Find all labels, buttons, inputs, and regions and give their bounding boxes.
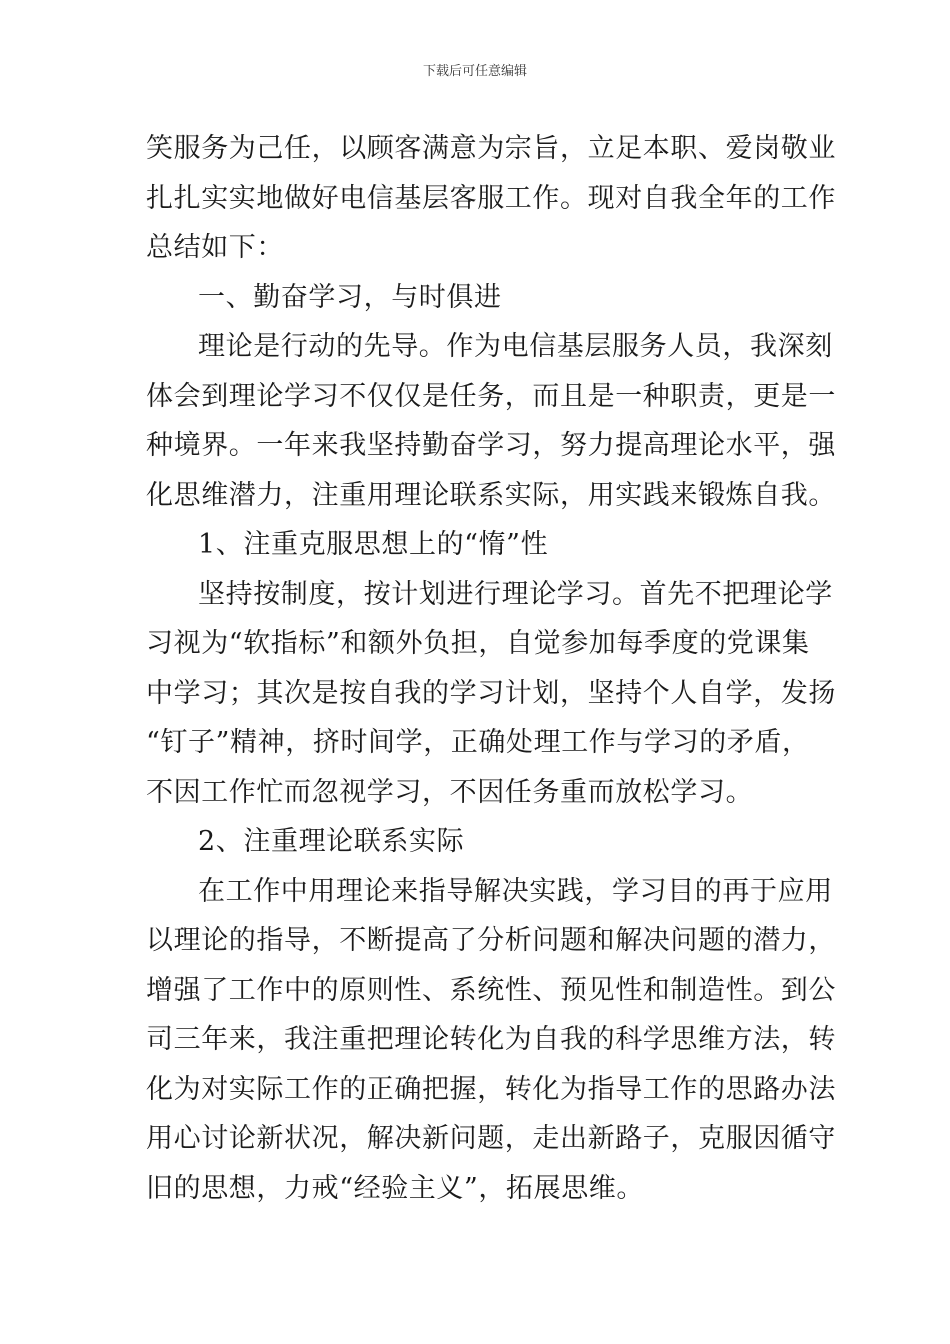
body-line: 习视为“软指标”和额外负担，自觉参加每季度的党课集 xyxy=(146,628,810,659)
body-line: 体会到理论学习不仅仅是任务，而且是一种职责，更是一 xyxy=(146,380,836,412)
paragraph-start: 在工作中用理论来指导解决实践，学习目的再于应用 xyxy=(198,875,833,907)
body-line: 总结如下： xyxy=(146,232,284,263)
body-line: 以理论的指导，不断提高了分析问题和解决问题的潜力， xyxy=(146,925,836,956)
body-line: 旧的思想，力戒“经验主义”，拓展思维。 xyxy=(146,1172,645,1204)
body-line: “钉子”精神，挤时间学，正确处理工作与学习的矛盾， xyxy=(146,727,810,758)
subsection-heading: 1、注重克服思想上的“惰”性 xyxy=(198,529,549,560)
document-body xyxy=(146,124,836,1213)
body-line: 增强了工作中的原则性、系统性、预见性和制造性。到公 xyxy=(146,974,836,1006)
body-line: 化为对实际工作的正确把握，转化为指导工作的思路办法 xyxy=(146,1073,836,1105)
body-line: 笑服务为己任，以顾客满意为宗旨，立足本职、爱岗敬业 xyxy=(146,133,836,164)
body-line: 扎扎实实地做好电信基层客服工作。现对自我全年的工作 xyxy=(146,182,836,214)
section-heading: 一、勤奋学习，与时俱进 xyxy=(198,281,502,313)
body-line: 用心讨论新状况，解决新问题，走出新路子，克服因循守 xyxy=(146,1123,836,1154)
body-line: 种境界。一年来我坚持勤奋学习，努力提高理论水平，强 xyxy=(146,430,836,461)
body-line: 司三年来，我注重把理论转化为自我的科学思维方法，转 xyxy=(146,1024,836,1055)
body-line: 中学习；其次是按自我的学习计划，坚持个人自学，发扬 xyxy=(146,677,836,709)
body-line: 不因工作忙而忽视学习，不因任务重而放松学习。 xyxy=(146,776,754,808)
paragraph-start: 理论是行动的先导。作为电信基层服务人员，我深刻 xyxy=(198,331,833,362)
page-header: 下载后可任意编辑 xyxy=(422,64,527,79)
subsection-heading: 2、注重理论联系实际 xyxy=(198,826,465,857)
body-line: 化思维潜力，注重用理论联系实际，用实践来锻炼自我。 xyxy=(146,479,836,511)
paragraph-start: 坚持按制度，按计划进行理论学习。首先不把理论学 xyxy=(198,578,833,610)
